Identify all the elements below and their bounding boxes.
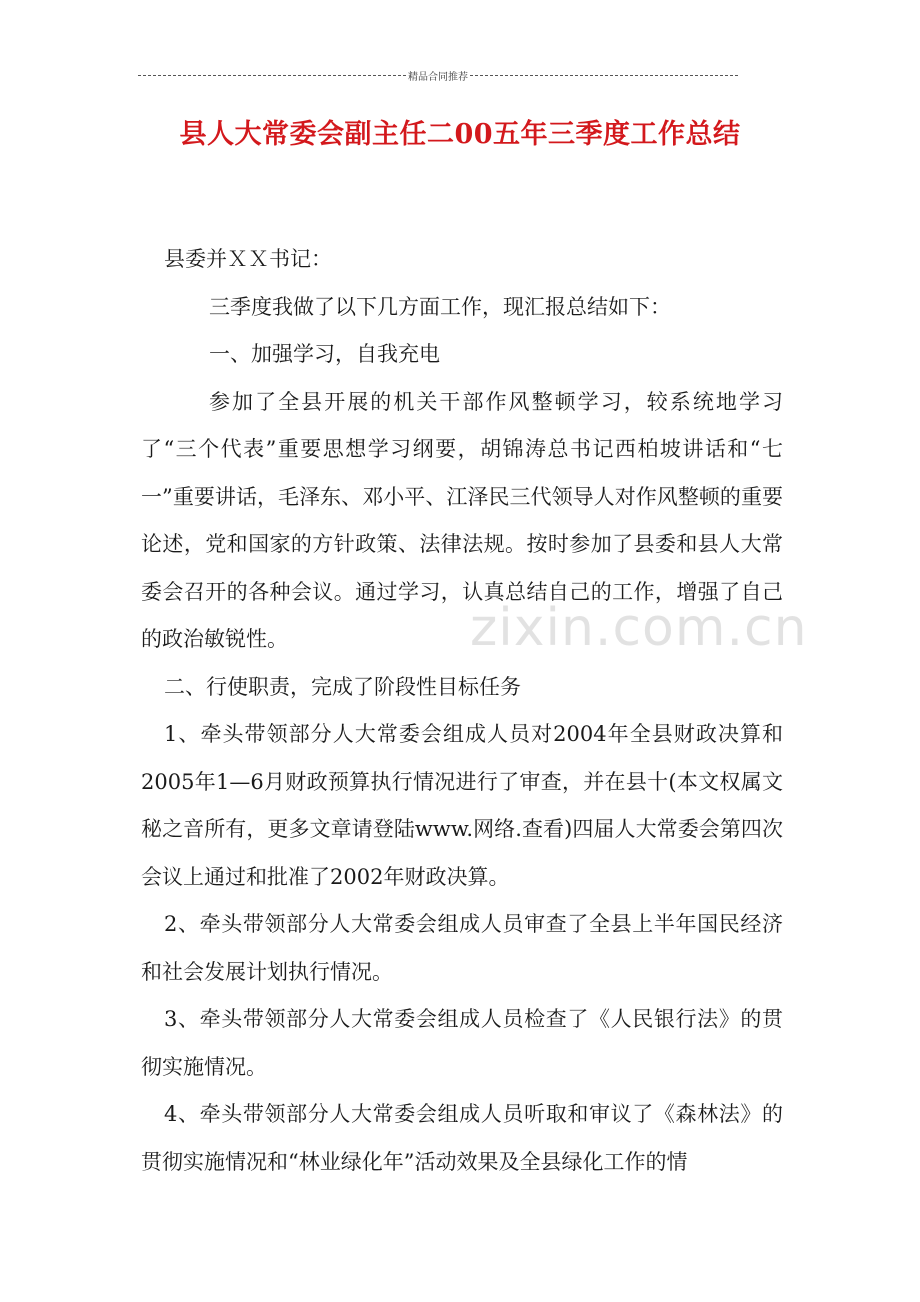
salutation: 县委并ＸＸ书记：	[164, 247, 332, 271]
header-rule	[138, 67, 738, 83]
header-dash-left	[138, 75, 406, 76]
paragraph-intro: 三季度我做了以下几方面工作，现汇报总结如下：	[209, 294, 671, 319]
list-item-2: 2、牵头带领部分人大常委会组成人员审查了全县上半年国民经济和社会发展计划执行情况。	[141, 912, 783, 984]
list-item-1: 1、牵头带领部分人大常委会组成人员对2004年全县财政决算和2005年1—6月财政预算执行情况进行了审查，并在县十(本文权属文秘之音所有，更多文章请登陆www.网络.查看)四届人大常委会第四次会议上通过和批准了2002年财政决算。	[141, 722, 783, 889]
document-title: 县人大常委会副主任二00五年三季度工作总结	[179, 119, 741, 150]
list-item-3: 3、牵头带领部分人大常委会组成人员检查了《人民银行法》的贯彻实施情况。	[141, 1007, 783, 1079]
document-body	[141, 236, 783, 1186]
watermark: zixin.com.cn	[470, 598, 808, 658]
header-dash-right	[470, 75, 738, 76]
paragraph-study: 参加了全县开展的机关干部作风整顿学习，较系统地学习了“三个代表”重要思想学习纲要，胡锦涛总书记西柏坡讲话和“七一”重要讲话，毛泽东、邓小平、江泽民三代领导人对作风整顿的重要论述，党和国家的方针政策、法律法规。按时参加了县委和县人大常委会召开的各种会议。通过学习，认真总结自己的工作，增强了自己的政治敏锐性。	[141, 389, 783, 651]
section-heading-1: 一、加强学习，自我充电	[209, 342, 440, 366]
header-label: 精品合同推荐	[408, 71, 468, 83]
list-item-4: 4、牵头带领部分人大常委会组成人员听取和审议了《森林法》的贯彻实施情况和“林业绿化年”活动效果及全县绿化工作的情	[141, 1102, 783, 1174]
section-heading-2: 二、行使职责，完成了阶段性目标任务	[164, 674, 521, 699]
